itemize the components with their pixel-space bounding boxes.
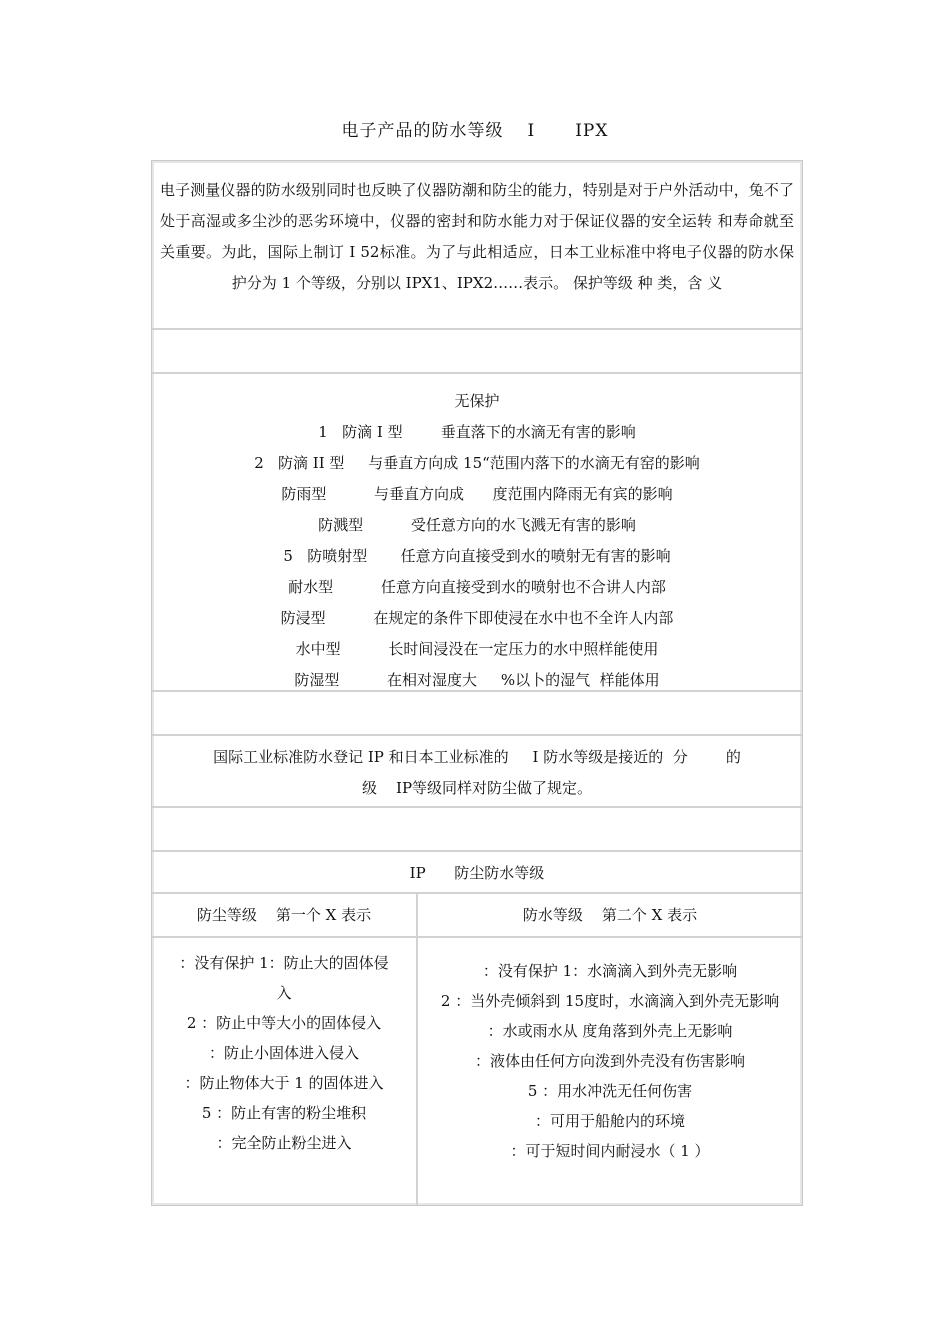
empty-row <box>152 690 802 734</box>
waterproof-table <box>151 160 803 1206</box>
dust-levels-cell <box>152 938 418 1205</box>
page-title <box>0 116 950 141</box>
list-item: ：防止小固体进入侵入 <box>208 1044 359 1062</box>
list-item: ：可于短时间内耐浸水（ 1 ） <box>510 1142 710 1160</box>
list-item: 5 ：防止有害的粉尘堆积 <box>201 1104 367 1122</box>
level-line: 防雨型 与垂直方向成 度范围内降雨无有宾的影响 <box>281 485 673 503</box>
water-levels-cell <box>418 938 802 1205</box>
level-line: 1 防滴 I 型 垂直落下的水滴无有害的影响 <box>318 423 636 441</box>
list-item: ：可用于船舱内的环境 <box>534 1112 685 1130</box>
intro-text: 电子测量仪器的防水级别同时也反映了仪器防潮和防尘的能力，特别是对于户外活动中，兔不了处于高湿或多尘沙的恶劣环境中，仪器的密封和防水能力对于保证仪器的安全运转 和寿命就至关重要。为此，国际上制订 I 52标准。为了与此相适应，日本工业标准中将电子仪器的防水保护分为 1 个等级，分别以 IPX1、IPX2……表示。 保护等级 种 类，含 义 <box>160 181 794 292</box>
list-item: 5 ：用水冲洗无任何伤害 <box>527 1082 693 1100</box>
level-line: 5 防喷射型 任意方向直接受到水的喷射无有害的影响 <box>283 547 671 565</box>
list-item: ：没有保护 1：水滴滴入到外壳无影响 <box>482 962 738 980</box>
list-item: ：水或雨水从 度角落到外壳上无影响 <box>487 1022 733 1040</box>
level-line: 防浸型 在规定的条件下即使浸在水中也不全许人内部 <box>280 609 674 627</box>
title-part-3: IPX <box>575 121 609 141</box>
column-header-row <box>152 892 802 936</box>
compare-line-1: 国际工业标准防水登记 IP 和日本工业标准的 I 防水等级是接近的 分 的 <box>213 748 741 766</box>
level-line: 耐水型 任意方向直接受到水的喷射也不合讲人内部 <box>288 578 666 596</box>
level-line: 无保护 <box>454 392 500 410</box>
list-item: 2 ：防止中等大小的固体侵入 <box>186 1014 382 1032</box>
levels-detail-row <box>152 936 802 1205</box>
intro-row <box>152 173 802 328</box>
level-line: 2 防滴 II 型 与垂直方向成 15“范围内落下的水滴无有窑的影响 <box>254 454 700 472</box>
title-part-1: 电子产品的防水等级 <box>341 121 504 141</box>
level-line: 防溅型 受任意方向的水飞溅无有害的影响 <box>318 516 636 534</box>
dust-header-cell <box>152 894 418 936</box>
dust-header: 防尘等级 第一个 X 表示 <box>196 906 372 924</box>
level-line: 水中型 长时间浸没在一定压力的水中照样能使用 <box>295 640 659 658</box>
list-item: 2 ：当外壳倾斜到 15度时，水滴滴入到外壳无影响 <box>440 992 780 1010</box>
level-line: 防湿型 在相对湿度大 %以卜的湿气 样能体用 <box>294 671 660 689</box>
list-item: ：液体由任何方向泼到外壳没有伤害影响 <box>474 1052 745 1070</box>
water-header: 防水等级 第二个 X 表示 <box>522 906 698 924</box>
list-item: ：完全防止粉尘进入 <box>216 1134 352 1152</box>
ip-heading: IP 防尘防水等级 <box>409 864 545 882</box>
compare-line-2: 级 IP等级同样对防尘做了规定。 <box>361 779 593 797</box>
compare-row <box>152 734 802 806</box>
ip-heading-row <box>152 850 802 892</box>
empty-row <box>152 806 802 850</box>
empty-row <box>152 328 802 372</box>
list-item: ：防止物体大于 1 的固体进入 <box>184 1074 384 1092</box>
levels-row <box>152 372 802 690</box>
water-header-cell <box>418 894 802 936</box>
title-part-2: I <box>527 121 536 141</box>
list-item: ：没有保护 1：防止大的固体侵入 <box>179 954 389 1002</box>
